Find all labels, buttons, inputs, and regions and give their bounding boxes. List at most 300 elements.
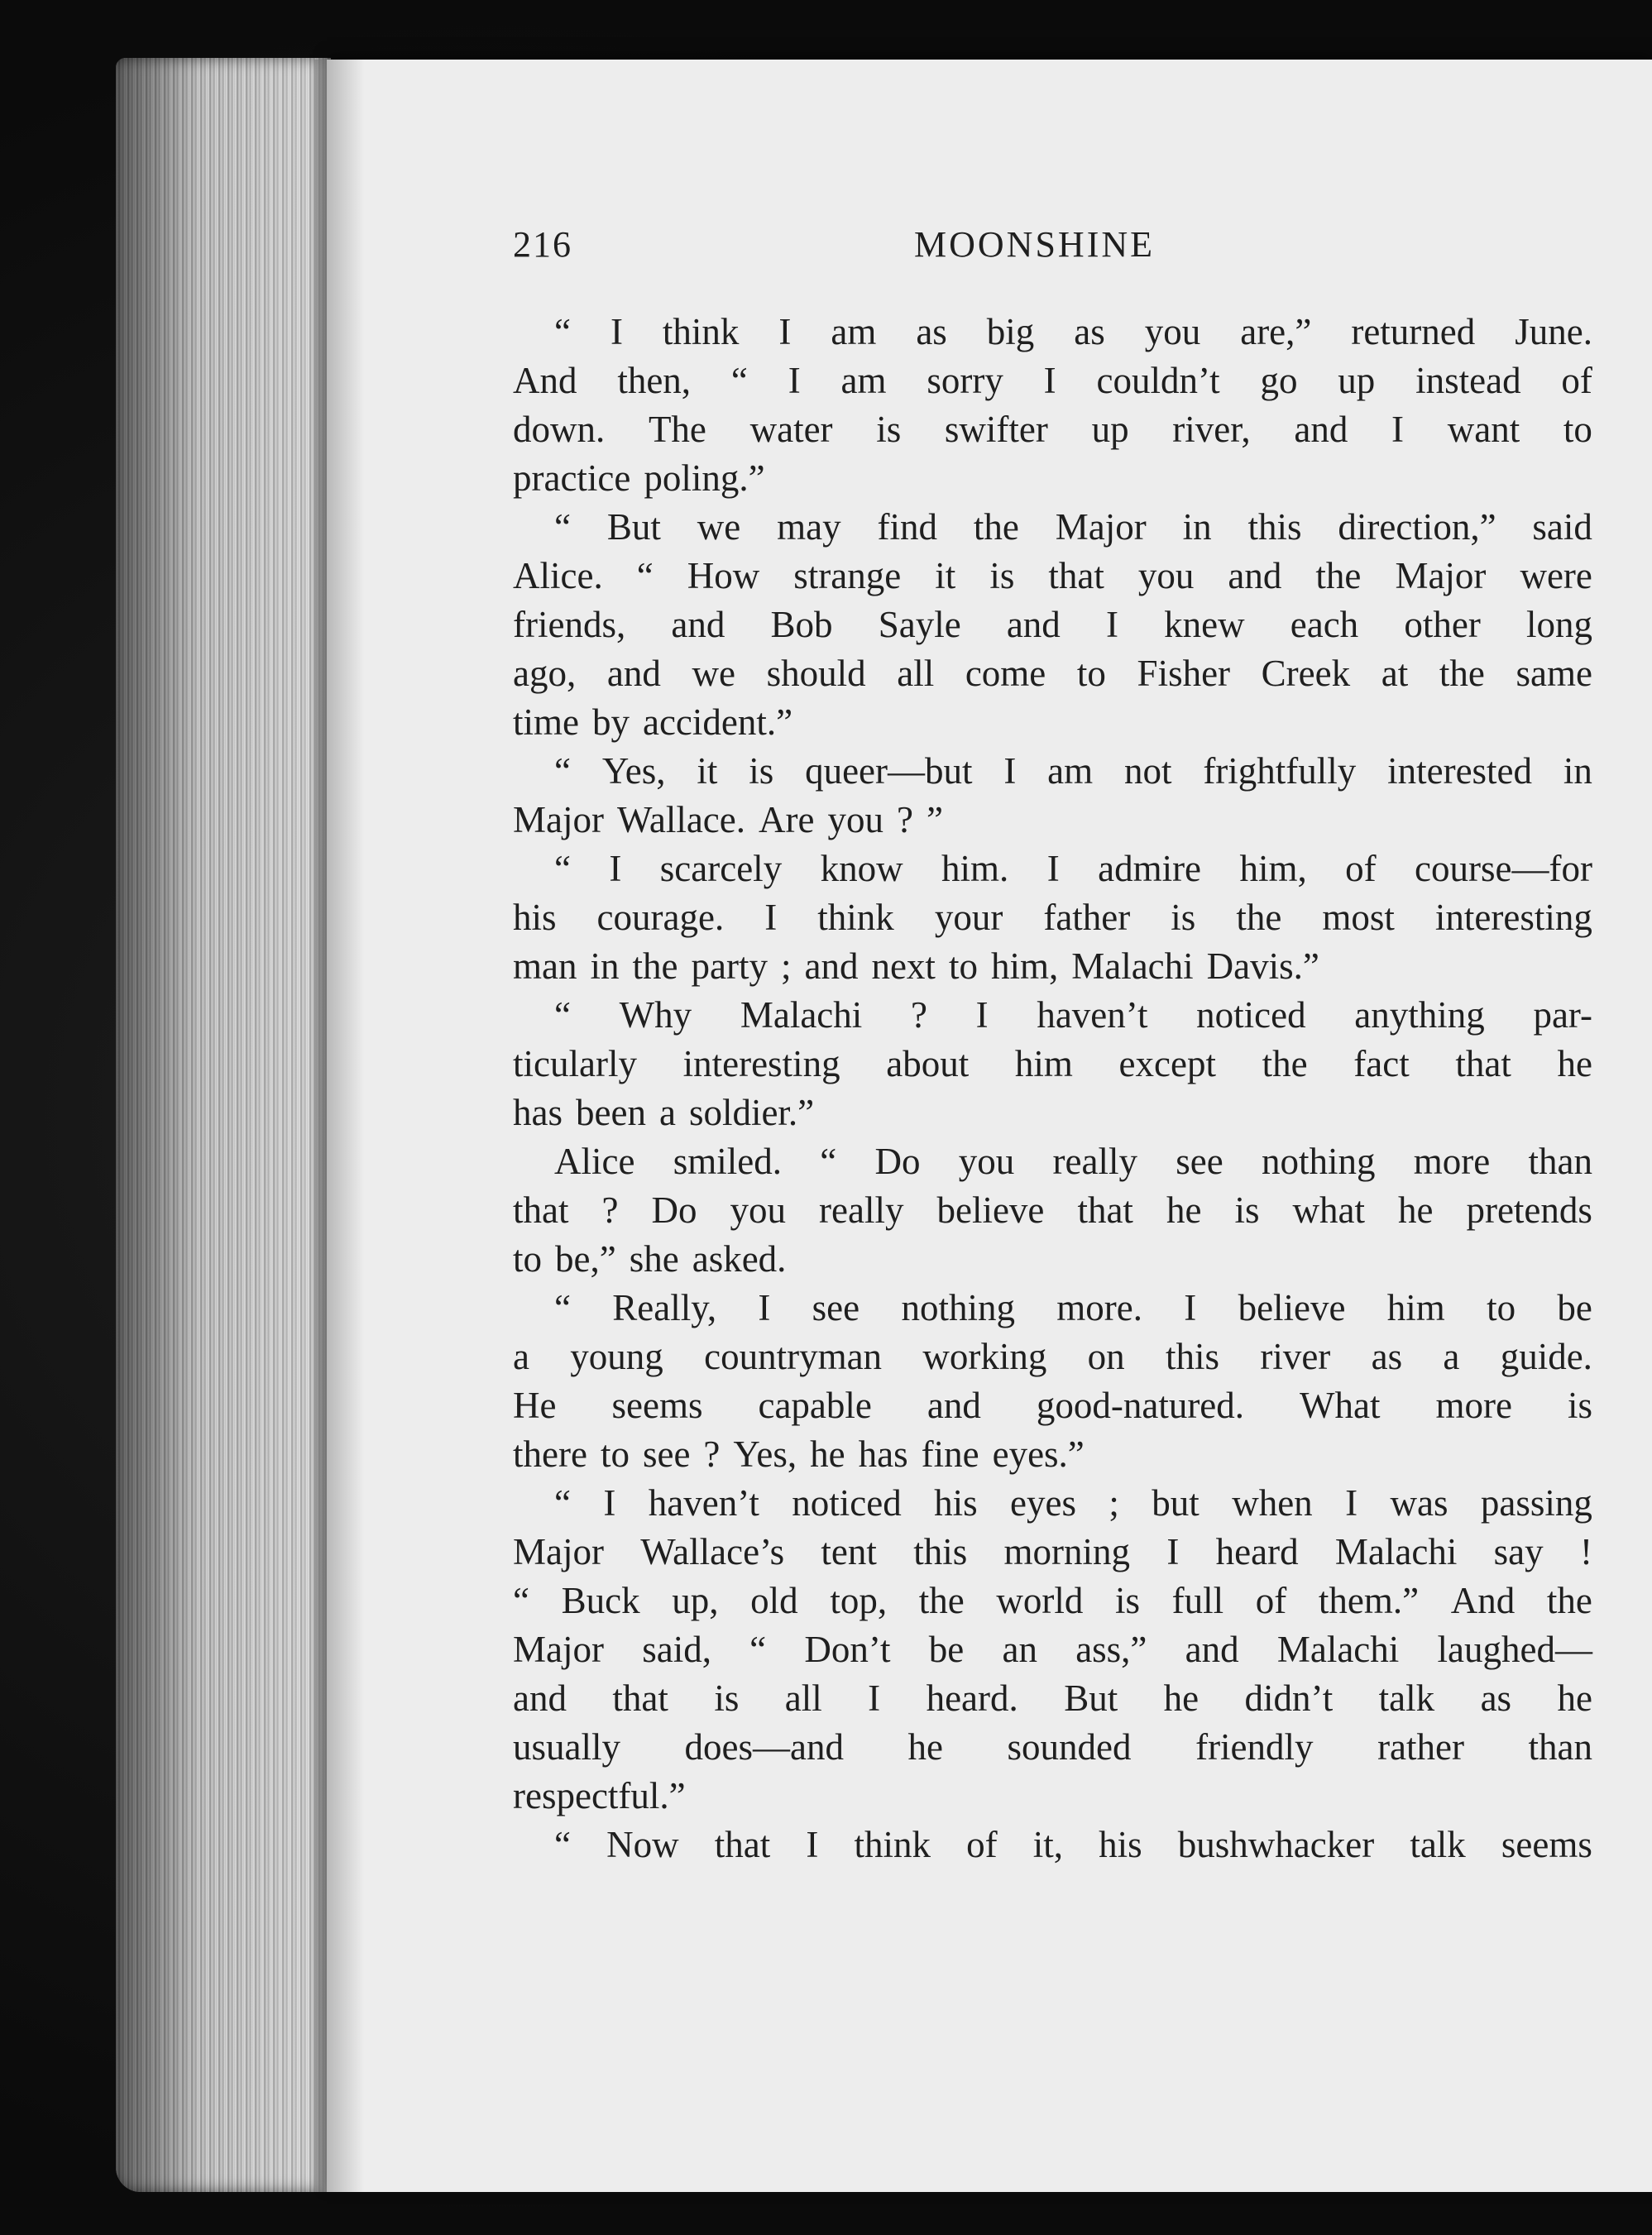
word: ! [1579, 1531, 1592, 1572]
word: world [996, 1580, 1084, 1621]
word: find [877, 506, 937, 548]
word: is [1234, 1189, 1260, 1231]
word: How [687, 555, 760, 596]
word: “ [554, 994, 571, 1036]
word: down. [513, 409, 606, 450]
word: and [606, 653, 661, 694]
word: him. [941, 848, 1009, 889]
word: capable [758, 1385, 872, 1426]
word: he [810, 1433, 845, 1475]
word: except [1118, 1043, 1216, 1084]
word: he [1166, 1189, 1202, 1231]
word: nothing [901, 1287, 1015, 1328]
word: countryman [704, 1336, 883, 1377]
word: an [1002, 1629, 1037, 1670]
word: Malachi [740, 994, 863, 1036]
word: that [714, 1824, 771, 1865]
word: see [1176, 1141, 1223, 1182]
word: talk [1410, 1824, 1466, 1865]
word: to [1076, 653, 1106, 694]
word: up [1091, 409, 1129, 450]
word: party [691, 945, 768, 987]
word: all [897, 653, 935, 694]
word: accident.” [642, 701, 793, 743]
text-line [513, 845, 1592, 893]
word: Malachi [1071, 945, 1194, 987]
word: is [1114, 1580, 1140, 1621]
word: couldn’t [1096, 360, 1220, 401]
word: it, [1032, 1824, 1063, 1865]
word: this [913, 1531, 968, 1572]
word: nothing [1261, 1141, 1376, 1182]
word: all [784, 1677, 822, 1719]
text-line [513, 454, 1592, 503]
word: believe [936, 1189, 1045, 1231]
word: soldier.” [688, 1092, 815, 1133]
word: I [1345, 1482, 1358, 1524]
word: I [609, 848, 622, 889]
word: asked. [692, 1238, 787, 1280]
word: Wallace’s [640, 1531, 785, 1572]
text-line [513, 308, 1592, 357]
text-line [513, 991, 1592, 1040]
word: I [1003, 750, 1017, 792]
word: you [1144, 311, 1201, 352]
word: him, [990, 945, 1059, 987]
word: am [831, 311, 877, 352]
word: Are [759, 799, 815, 840]
word: by [591, 701, 630, 743]
word: in [1182, 506, 1212, 548]
word: be [928, 1629, 965, 1670]
word: didn’t [1244, 1677, 1334, 1719]
word: as [1371, 1336, 1403, 1377]
word: I [758, 1287, 771, 1328]
word: Wallace. [616, 799, 746, 840]
word: than [1528, 1726, 1592, 1768]
word: it [697, 750, 718, 792]
word: is [1171, 897, 1196, 938]
word: see [812, 1287, 860, 1328]
word: river, [1172, 409, 1251, 450]
word: as [1074, 311, 1105, 352]
word: and [804, 945, 859, 987]
word: ? [703, 1433, 721, 1475]
word: full [1171, 1580, 1224, 1621]
text-line [513, 1625, 1592, 1674]
word: strange [793, 555, 902, 596]
word: the [918, 1580, 965, 1621]
text-line [513, 942, 1592, 991]
word: up [1338, 360, 1376, 401]
word: see [642, 1433, 691, 1475]
word: Yes, [601, 750, 666, 792]
word: heard. [926, 1677, 1018, 1719]
word: we [697, 506, 741, 548]
book-page [327, 60, 1652, 2192]
word: the [1546, 1580, 1592, 1621]
word: you [958, 1141, 1015, 1182]
word: want [1447, 409, 1520, 450]
page-content [513, 223, 1592, 1869]
word: I [1166, 1531, 1180, 1572]
word: were [1520, 555, 1592, 596]
word: “ [554, 848, 571, 889]
word: I [610, 311, 623, 352]
word: Malachi [1276, 1629, 1400, 1670]
text-line [513, 796, 1592, 845]
word: interested [1387, 750, 1533, 792]
word: Major [1395, 555, 1487, 596]
word: Major [513, 799, 604, 840]
word: that [612, 1677, 668, 1719]
word: old [750, 1580, 798, 1621]
word: really [1052, 1141, 1137, 1182]
word: this [1247, 506, 1302, 548]
word: I [778, 311, 792, 352]
word: what [1292, 1189, 1365, 1231]
word: really [819, 1189, 904, 1231]
text-line [513, 649, 1592, 698]
word: “ [513, 1580, 529, 1621]
word: each [1290, 604, 1359, 645]
word: haven’t [648, 1482, 759, 1524]
word: long [1525, 604, 1592, 645]
word: and [927, 1385, 981, 1426]
word: is [749, 750, 774, 792]
text-line [513, 1186, 1592, 1235]
word: to [513, 1238, 543, 1280]
word: instead [1415, 360, 1521, 401]
text-line [513, 357, 1592, 405]
text-line [513, 1723, 1592, 1772]
word: ; [780, 945, 792, 987]
word: “ [749, 1629, 767, 1670]
word: has [513, 1092, 563, 1133]
word: and [1185, 1629, 1239, 1670]
word: other [1404, 604, 1481, 645]
word: I [1046, 848, 1060, 889]
word: I [1043, 360, 1056, 401]
word: knew [1164, 604, 1245, 645]
word: him [1386, 1287, 1445, 1328]
word: talk [1378, 1677, 1435, 1719]
word: par- [1533, 994, 1592, 1036]
word: of [966, 1824, 998, 1865]
text-line [513, 1040, 1592, 1089]
word: I [806, 1824, 819, 1865]
word: come [965, 653, 1046, 694]
page-number: 216 [513, 224, 572, 265]
word: seems [611, 1385, 703, 1426]
word: I [1184, 1287, 1197, 1328]
word: of [1345, 848, 1377, 889]
word: respectful.” [513, 1775, 686, 1816]
word: is [876, 409, 902, 450]
word: Really, [612, 1287, 717, 1328]
word: The [648, 409, 706, 450]
word: ? [896, 799, 913, 840]
word: you [1137, 555, 1195, 596]
word: am [1047, 750, 1094, 792]
word: usually [513, 1726, 620, 1768]
word: “ [554, 506, 571, 548]
word: I [1391, 409, 1405, 450]
word: haven’t [1037, 994, 1148, 1036]
word: think [662, 311, 740, 352]
word: I [868, 1677, 881, 1719]
word: the [1262, 1043, 1308, 1084]
text-line [513, 1479, 1592, 1528]
word: Alice. [513, 555, 603, 596]
text-line [513, 1284, 1592, 1333]
word: He [513, 1385, 557, 1426]
text-line [513, 698, 1592, 747]
word: that [513, 1189, 569, 1231]
word: more [1413, 1141, 1491, 1182]
word: Bob [770, 604, 833, 645]
word: does—and [684, 1726, 844, 1768]
word: should [766, 653, 866, 694]
word: practice [513, 457, 631, 499]
word: he [1163, 1677, 1199, 1719]
word: time [513, 701, 579, 743]
word: and [1006, 604, 1061, 645]
word: know [820, 848, 903, 889]
word: I [1105, 604, 1118, 645]
word: a [513, 1336, 529, 1377]
word: this [1165, 1336, 1220, 1377]
word: he [1397, 1189, 1434, 1231]
word: “ [820, 1141, 837, 1182]
text-line [513, 1333, 1592, 1381]
word: “ [554, 750, 571, 792]
word: morning [1003, 1531, 1131, 1572]
word: man [513, 945, 577, 987]
book-page-edges [116, 58, 331, 2192]
word: big [986, 311, 1035, 352]
word: Fisher [1137, 653, 1231, 694]
word: “ [554, 311, 571, 352]
word: his [513, 897, 557, 938]
word: is [1567, 1385, 1592, 1426]
word: But [606, 506, 661, 548]
word: the [1315, 555, 1362, 596]
word: that [1048, 555, 1104, 596]
word: it [935, 555, 956, 596]
word: of [1561, 360, 1592, 401]
word: direction,” [1338, 506, 1496, 548]
word: of [1255, 1580, 1287, 1621]
gutter-shadow [314, 60, 364, 2192]
word: Why [619, 994, 692, 1036]
word: fine [921, 1433, 979, 1475]
word: seems [1501, 1824, 1592, 1865]
word: friendly [1195, 1726, 1314, 1768]
word: ago, [513, 653, 577, 694]
text-line [513, 1430, 1592, 1479]
word: young [570, 1336, 663, 1377]
word: go [1260, 360, 1298, 401]
word: anything [1354, 994, 1485, 1036]
word: there [513, 1433, 587, 1475]
word: I [764, 897, 778, 938]
word: ” [926, 799, 943, 840]
word: ? [910, 994, 927, 1036]
word: Do [874, 1141, 921, 1182]
word: he [1557, 1677, 1592, 1719]
word: on [1087, 1336, 1125, 1377]
word: friends, [513, 604, 626, 645]
word: we [692, 653, 735, 694]
word: bushwhacker [1177, 1824, 1375, 1865]
word: course—for [1415, 848, 1592, 889]
word: noticed [792, 1482, 902, 1524]
word: say [1493, 1531, 1544, 1572]
word: ass,” [1075, 1629, 1147, 1670]
word: to [948, 945, 978, 987]
word: Major [513, 1531, 604, 1572]
word: June. [1515, 311, 1592, 352]
word: may [777, 506, 841, 548]
word: think [817, 897, 894, 938]
text-line [513, 601, 1592, 649]
word: and [1228, 555, 1282, 596]
word: in [1563, 750, 1592, 792]
word: his [1099, 1824, 1142, 1865]
word: admire [1098, 848, 1202, 889]
text-line [513, 1137, 1592, 1186]
word: Creek [1261, 653, 1351, 694]
word: you [730, 1189, 787, 1231]
word: at [1381, 653, 1409, 694]
word: a [1443, 1336, 1460, 1377]
word: am [840, 360, 887, 401]
word: him, [1239, 848, 1307, 889]
word: he [907, 1726, 944, 1768]
word: Now [606, 1824, 679, 1865]
text-line [513, 1577, 1592, 1625]
word: not [1123, 750, 1172, 792]
word: she [629, 1238, 679, 1280]
word: be [1557, 1287, 1592, 1328]
word: “ [636, 555, 654, 596]
word: that [1077, 1189, 1133, 1231]
word: most [1322, 897, 1395, 938]
word: Major [513, 1629, 604, 1670]
word: you [827, 799, 883, 840]
word: sorry [927, 360, 1003, 401]
word: passing [1480, 1482, 1592, 1524]
word: Davis.” [1206, 945, 1319, 987]
word: and [1294, 409, 1348, 450]
word: heard [1215, 1531, 1299, 1572]
word: the [1236, 897, 1282, 938]
word: ticularly [513, 1043, 637, 1084]
running-head [513, 223, 1592, 273]
word: more [1435, 1385, 1512, 1426]
word: scarcely [659, 848, 783, 889]
word: Yes, [733, 1433, 797, 1475]
text-line [513, 747, 1592, 796]
word: “ [554, 1287, 571, 1328]
word: said, [642, 1629, 711, 1670]
word: believe [1238, 1287, 1346, 1328]
word: But [1064, 1677, 1118, 1719]
word: is [714, 1677, 740, 1719]
word: “ [554, 1482, 571, 1524]
word: What [1300, 1385, 1381, 1426]
word: been [576, 1092, 646, 1133]
text-line [513, 1674, 1592, 1723]
text-line [513, 503, 1592, 552]
word: more. [1056, 1287, 1142, 1328]
word: top, [830, 1580, 888, 1621]
text-line [513, 1821, 1592, 1869]
word: frightfully [1203, 750, 1357, 792]
word: that [1455, 1043, 1511, 1084]
word: And [513, 360, 577, 401]
word: same [1516, 653, 1592, 694]
word: as [1480, 1677, 1512, 1719]
word: swifter [944, 409, 1048, 450]
word: I [603, 1482, 616, 1524]
word: sounded [1007, 1726, 1132, 1768]
word: guide. [1500, 1336, 1592, 1377]
word: your [934, 897, 1003, 938]
word: the [632, 945, 678, 987]
word: them.” [1318, 1580, 1420, 1621]
text-line [513, 1089, 1592, 1137]
word: to [1563, 409, 1592, 450]
word: pretends [1466, 1189, 1592, 1231]
word: I [975, 994, 989, 1036]
word: Do [651, 1189, 697, 1231]
word: him [1014, 1043, 1073, 1084]
text-line [513, 405, 1592, 454]
text-line [513, 1381, 1592, 1430]
body-text [513, 308, 1592, 1869]
word: Alice [554, 1141, 635, 1182]
word: the [973, 506, 1019, 548]
word: And [1450, 1580, 1516, 1621]
word: Sayle [878, 604, 961, 645]
word: tent [821, 1531, 877, 1572]
word: “ [554, 1824, 571, 1865]
word: is [989, 555, 1015, 596]
word: up, [672, 1580, 719, 1621]
word: eyes [1010, 1482, 1076, 1524]
word: I [788, 360, 801, 401]
word: smiled. [673, 1141, 782, 1182]
word: to [600, 1433, 630, 1475]
word: but [1152, 1482, 1199, 1524]
word: Buck [561, 1580, 640, 1621]
word: water [749, 409, 833, 450]
word: ; [1109, 1482, 1119, 1524]
word: than [1528, 1141, 1592, 1182]
word: laughed— [1437, 1629, 1592, 1670]
word: ? [601, 1189, 619, 1231]
word: poling.” [644, 457, 765, 499]
word: interesting [1434, 897, 1592, 938]
word: said [1532, 506, 1592, 548]
word: river [1260, 1336, 1331, 1377]
word: rather [1377, 1726, 1464, 1768]
word: be,” [555, 1238, 616, 1280]
text-line [513, 893, 1592, 942]
word: he [1557, 1043, 1592, 1084]
